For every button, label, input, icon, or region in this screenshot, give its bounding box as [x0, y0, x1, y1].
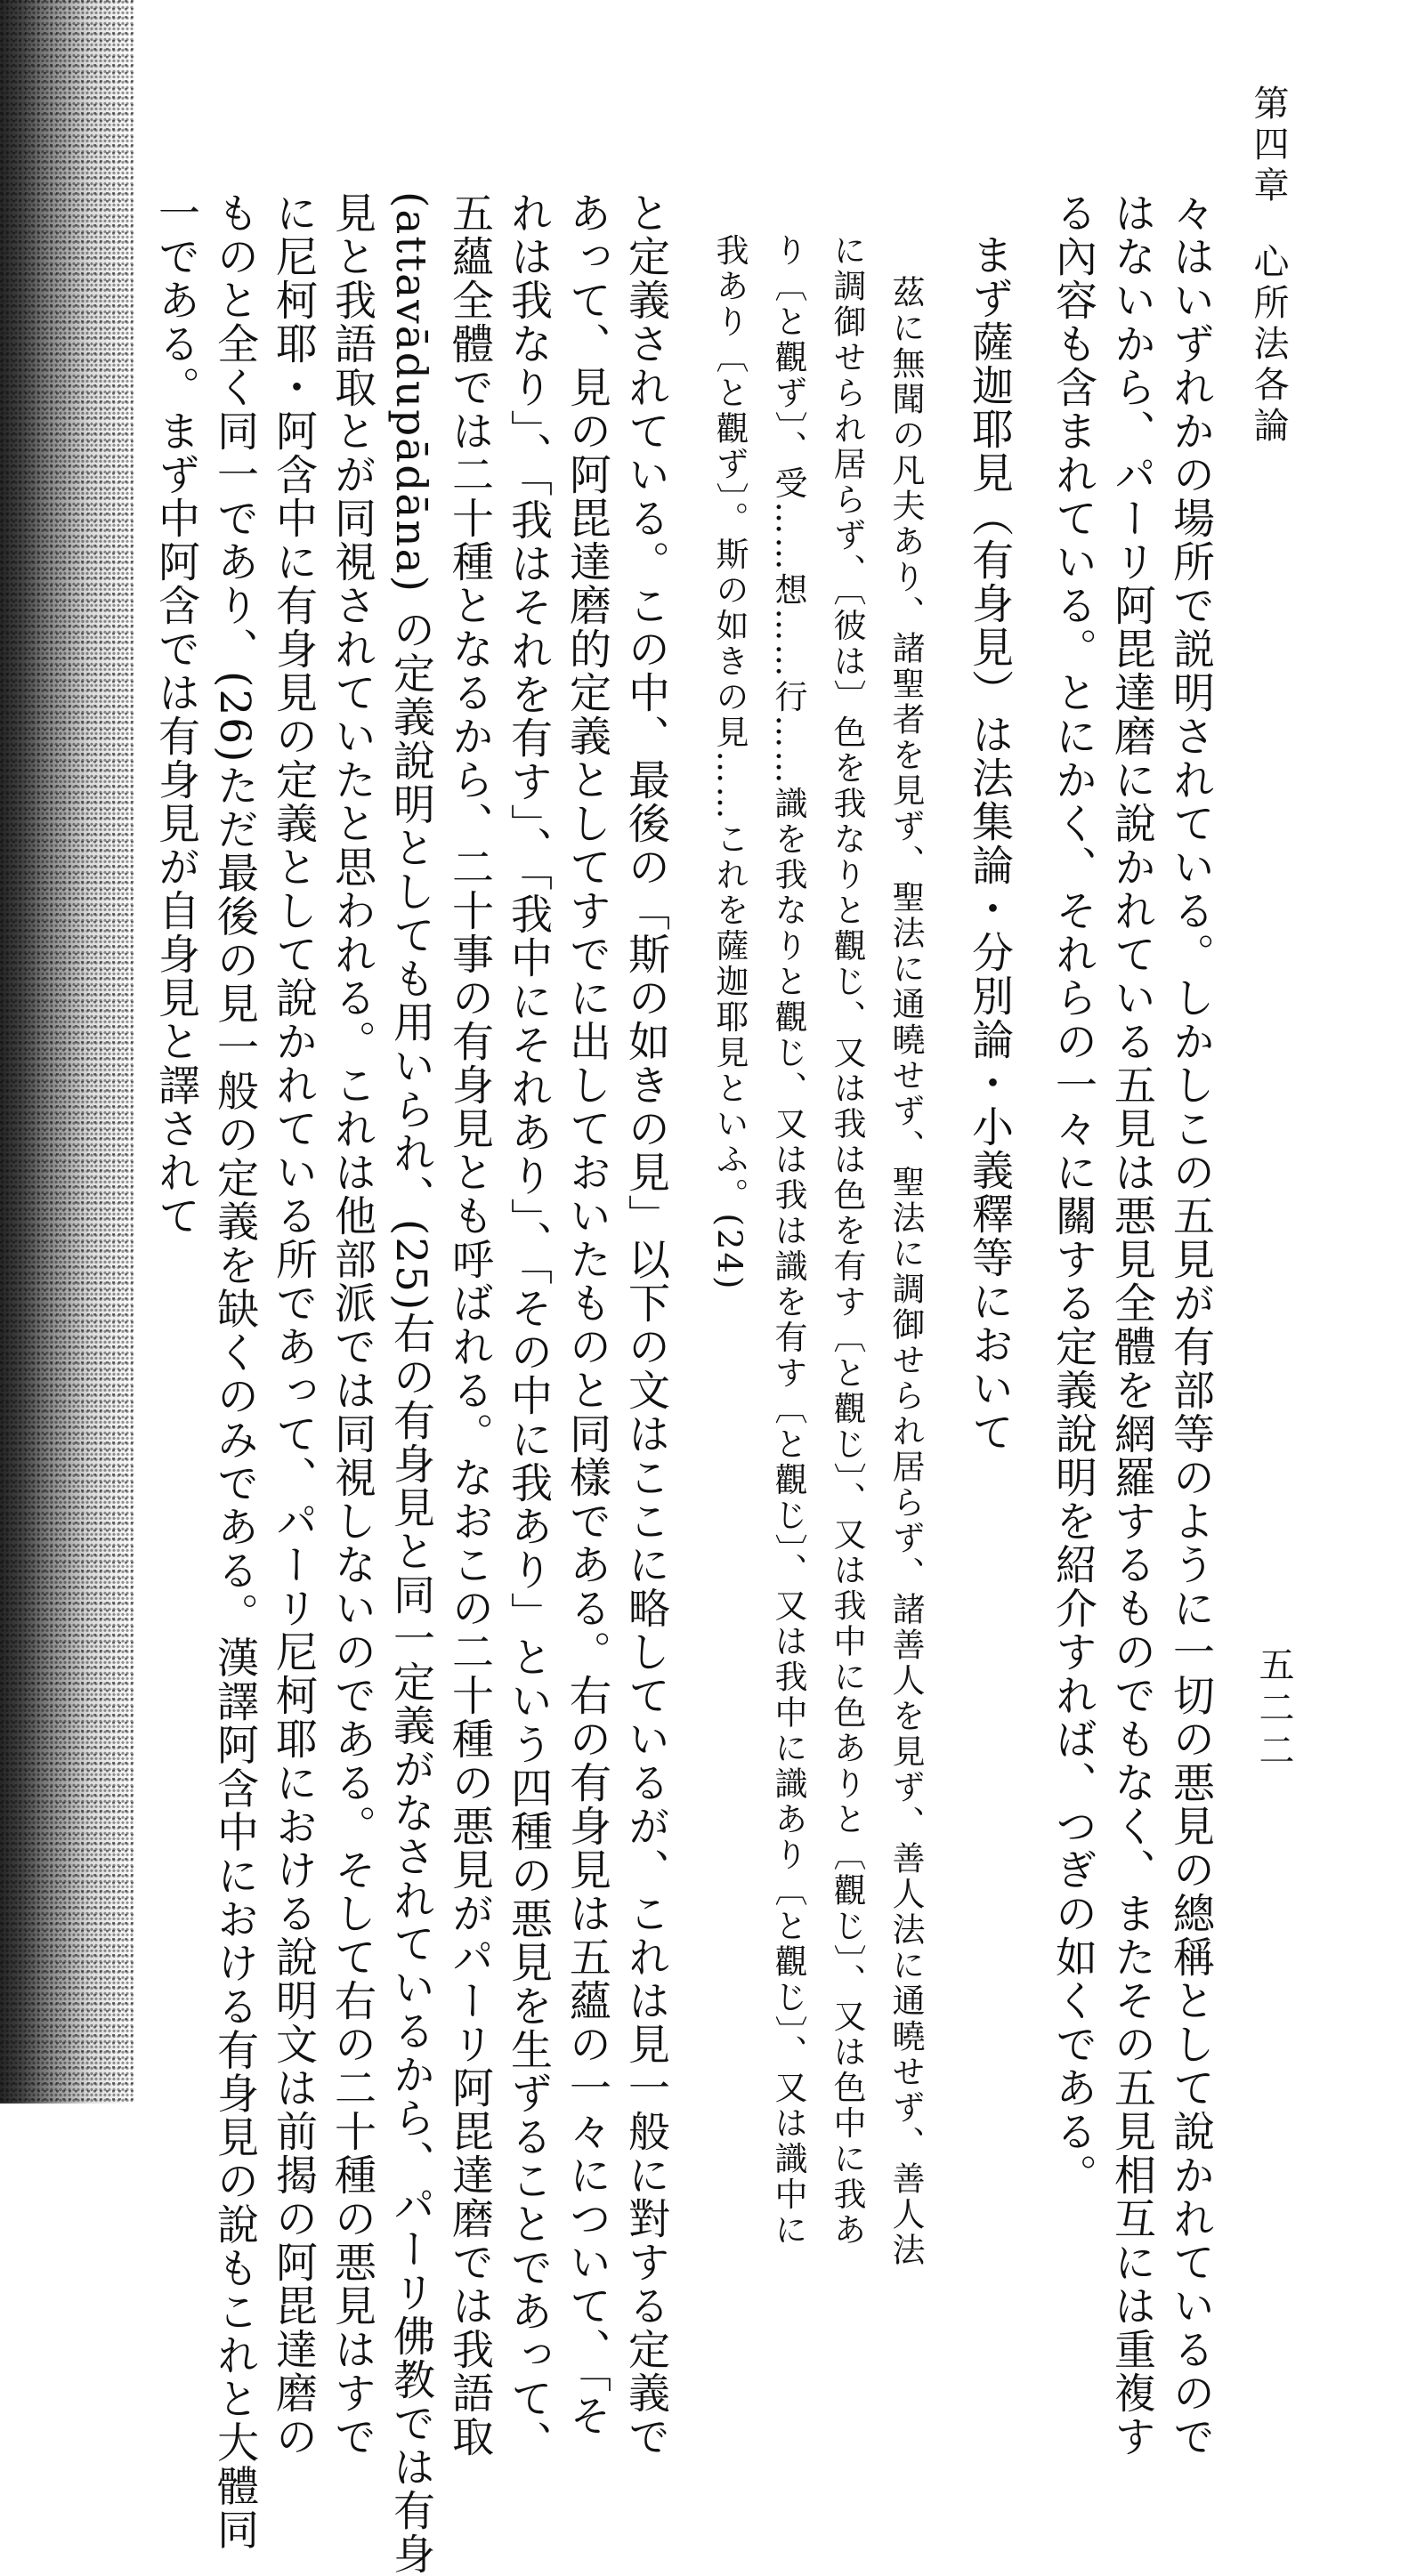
text-column-7: れは我なり」、「我はそれを有す」、「我中にそれあり」、「その中に我あり」という四種の悪見を生ずることであって、: [504, 191, 553, 2464]
body-text: [151, 191, 1219, 2576]
text-column-4: まず薩迦耶見（有身見）は法集論・分別論・小義釋等において: [965, 233, 1014, 1454]
quote-column-4: 我あり〔と觀ず〕。斯の如きの見……これを薩迦耶見といふ。(24): [710, 233, 749, 1292]
text-column-2: はないから、パーリ阿毘達磨に說かれている五見は悪見全體を網羅するものでもなく、またその五見相互には重複す: [1107, 191, 1156, 2459]
text-column-8: 五蘊全體では二十種となるから、二十事の有身見とも呼ばれる。なおこの二十種の悪見がパーリ阿毘達磨では我語取: [445, 191, 494, 2459]
text-column-9: (attavādupādāna) の定義說明としても用いられ、(25)右の有身見と同一定義がなされているから、パーリ佛教では有身: [386, 191, 435, 2576]
quote-column-2: に調御せられ居らず、〔彼は〕色を我なりと觀じ、又は我は色を有す〔と觀じ〕、又は我中に色ありと〔觀じ〕、又は色中に我あ: [828, 233, 866, 2249]
text-column-5: と定義されている。この中、最後の「斯の如きの見」以下の文はここに略しているが、これは見一般に對する定義で: [621, 191, 670, 2459]
text-column-1: 々はいずれかの場所で説明されている。しかしこの五見が有部等のように一切の悪見の總稱として說かれているので: [1166, 191, 1215, 2459]
text-column-11: に尼柯耶・阿含中に有身見の定義として說かれている所であって、パーリ尼柯耶における說明文は前揭の阿毘達磨の: [269, 191, 318, 2459]
chapter-title: 第四章: [1248, 85, 1289, 207]
quote-column-1: 茲に無聞の凡夫あり、諸聖者を見ず、聖法に通曉せず、聖法に調御せられ居らず、諸善人を見ず、善人法に通曉せず、善人法: [887, 275, 925, 2268]
section-title: 心所法各論: [1248, 243, 1289, 448]
page-number: 五二二: [1253, 1646, 1294, 1774]
text-column-3: る內容も含まれている。とにかく、それらの一々に關する定義說明を紹介すれば、つぎの如くである。: [1049, 191, 1097, 2197]
running-header: [1242, 85, 1295, 448]
text-column-12: ものと全く同一であり、(26)ただ最後の見一般の定義を缺くのみである。漢譯阿含中における有身見の說もこれと大體同: [210, 191, 259, 2552]
text-column-6: あって、見の阿毘達磨的定義としてすでに出しておいたものと同樣である。右の有身見は五蘊の一々について、「そ: [563, 191, 611, 2438]
quote-column-3: り〔と觀ず〕、受……想……行……識を我なりと觀じ、又は我は識を有す〔と觀じ〕、又は我中に識あり〔と觀じ〕、又は識中に: [769, 233, 807, 2249]
scan-binding-shadow: [0, 0, 134, 2104]
text-column-13: 一である。まず中阿含では有身見が自身見と譯されて: [151, 191, 200, 1238]
text-column-10: 見と我語取とが同視されていたと思われる。これは他部派では同視しないのである。そして右の二十種の悪見はすで: [328, 191, 376, 2459]
